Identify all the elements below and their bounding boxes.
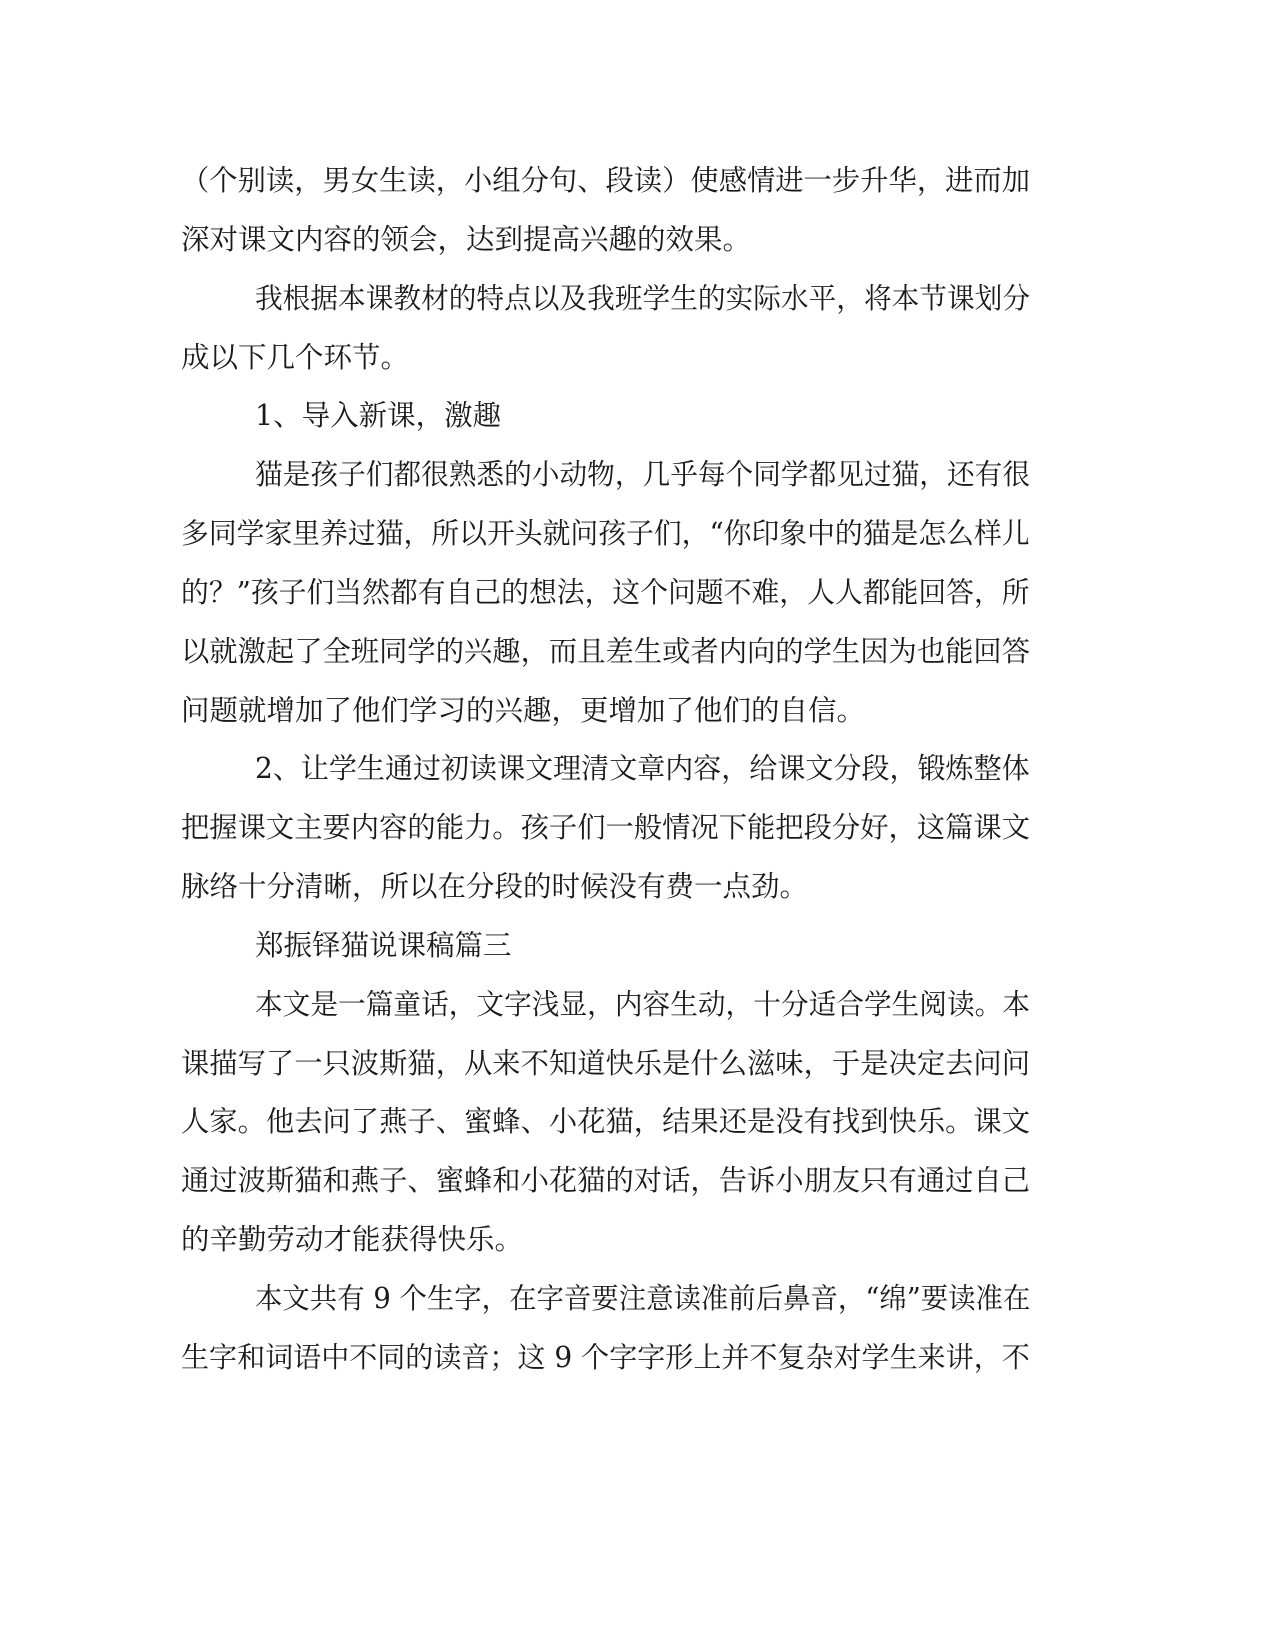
text-line: 课描写了一只波斯猫，从来不知道快乐是什么滋味，于是决定去问问 [181,1047,1031,1080]
text-line: 把握课文主要内容的能力。孩子们一般情况下能把段分好，这篇课文 [181,811,1031,844]
text-line: 我根据本课教材的特点以及我班学生的实际水平，将本节课划分 [255,282,1031,315]
text-line: 成以下几个环节。 [181,341,410,374]
text-line: 猫是孩子们都很熟悉的小动物，几乎每个同学都见过猫，还有很 [255,458,1031,491]
text-line: （个别读，男女生读，小组分句、段读）使感情进一步升华，进而加 [181,164,1031,197]
text-line: 2、让学生通过初读课文理清文章内容，给课文分段，锻炼整体 [255,752,1030,785]
text-line: 本文共有 9 个生字，在字音要注意读准前后鼻音，“绵”要读准在 [255,1282,1031,1315]
text-line: 以就激起了全班同学的兴趣，而且差生或者内向的学生因为也能回答 [181,635,1031,668]
text-line: 深对课文内容的领会，达到提高兴趣的效果。 [181,223,752,256]
text-line: 的辛勤劳动才能获得快乐。 [181,1223,524,1256]
section-title: 郑振铎猫说课稿篇三 [255,929,512,962]
text-line: 生字和词语中不同的读音；这 9 个字字形上并不复杂对学生来讲，不 [181,1341,1030,1374]
text-line: 多同学家里养过猫，所以开头就问孩子们，“你印象中的猫是怎么样儿 [181,517,1030,550]
text-line: 脉络十分清晰，所以在分段的时候没有费一点劲。 [181,870,809,903]
text-line: 问题就增加了他们学习的兴趣，更增加了他们的自信。 [181,694,866,727]
text-line: 本文是一篇童话，文字浅显，内容生动，十分适合学生阅读。本 [255,988,1031,1021]
text-line: 通过波斯猫和燕子、蜜蜂和小花猫的对话，告诉小朋友只有通过自己 [181,1164,1031,1197]
text-line: 人家。他去问了燕子、蜜蜂、小花猫，结果还是没有找到快乐。课文 [181,1105,1031,1138]
text-line: 的？”孩子们当然都有自己的想法，这个问题不难，人人都能回答，所 [181,576,1030,609]
section-heading: 1、导入新课，激趣 [255,399,502,432]
